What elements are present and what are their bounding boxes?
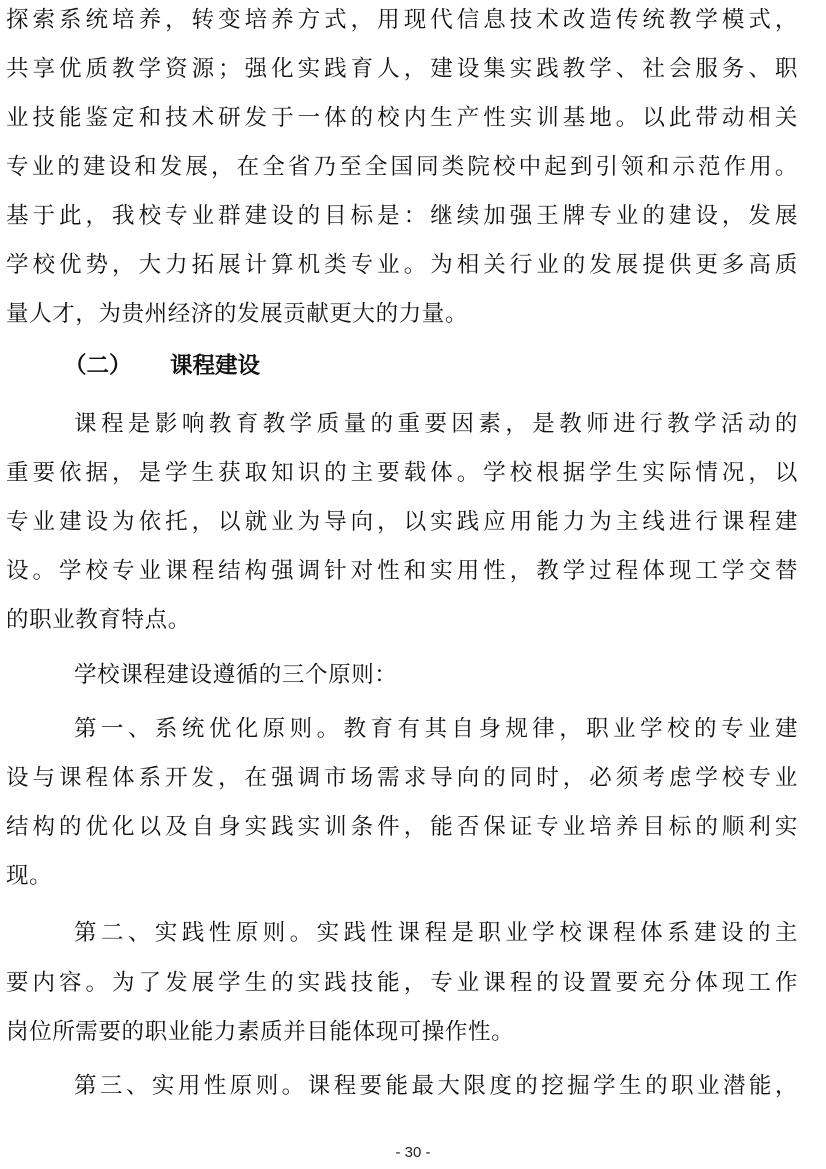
paragraph-line: 学校优势，大力拓展计算机类专业。为相关行业的发展提供更多高质: [6, 252, 798, 278]
paragraph-line: 结构的优化以及自身实践实训条件，能否保证专业培养目标的顺利实: [6, 814, 798, 840]
paragraph-line: 业技能鉴定和技术研发于一体的校内生产性实训基地。以此带动相关: [6, 105, 798, 131]
section-title: 课程建设: [170, 353, 261, 379]
paragraph-line: 设与课程体系开发，在强调市场需求导向的同时，必须考虑学校专业: [6, 765, 798, 791]
paragraph-line: 专业的建设和发展，在全省乃至全国同类院校中起到引领和示范作用。: [6, 154, 798, 180]
paragraph-line: 课程是影响教育教学质量的重要因素，是教师进行教学活动的: [74, 411, 798, 437]
section-number: （二）: [64, 353, 132, 379]
section-heading: [64, 346, 260, 386]
paragraph-line: 重要依据，是学生获取知识的主要载体。学校根据学生实际情况，以: [6, 460, 798, 486]
paragraph-line: 岗位所需要的职业能力素质并目能体现可操作性。: [6, 1019, 515, 1045]
paragraph-line: 共享优质教学资源；强化实践育人，建设集实践教学、社会服务、职: [6, 56, 798, 82]
paragraph-line: 量人才，为贵州经济的发展贡献更大的力量。: [6, 301, 469, 327]
paragraph-line: 要内容。为了发展学生的实践技能，专业课程的设置要充分体现工作: [6, 970, 798, 996]
paragraph-line: 基于此，我校专业群建设的目标是：继续加强王牌专业的建设，发展: [6, 203, 798, 229]
paragraph-line: 设。学校专业课程结构强调针对性和实用性，教学过程体现工学交替: [6, 558, 798, 584]
paragraph-line: 探索系统培养，转变培养方式，用现代信息技术改造传统教学模式，: [6, 7, 798, 33]
page-number: - 30 -: [395, 1144, 431, 1161]
paragraph-line: 专业建设为依托，以就业为导向，以实践应用能力为主线进行课程建: [6, 509, 798, 535]
paragraph-line: 第一、系统优化原则。教育有其自身规律，职业学校的专业建: [74, 716, 798, 742]
paragraph-line: 第二、实践性原则。实践性课程是职业学校课程体系建设的主: [74, 920, 798, 946]
paragraph-line: 第三、实用性原则。课程要能最大限度的挖掘学生的职业潜能，: [74, 1073, 798, 1099]
paragraph-line: 的职业教育特点。: [6, 607, 191, 633]
principles-intro: 学校课程建设遵循的三个原则：: [74, 662, 398, 688]
paragraph-line: 现。: [6, 863, 53, 889]
